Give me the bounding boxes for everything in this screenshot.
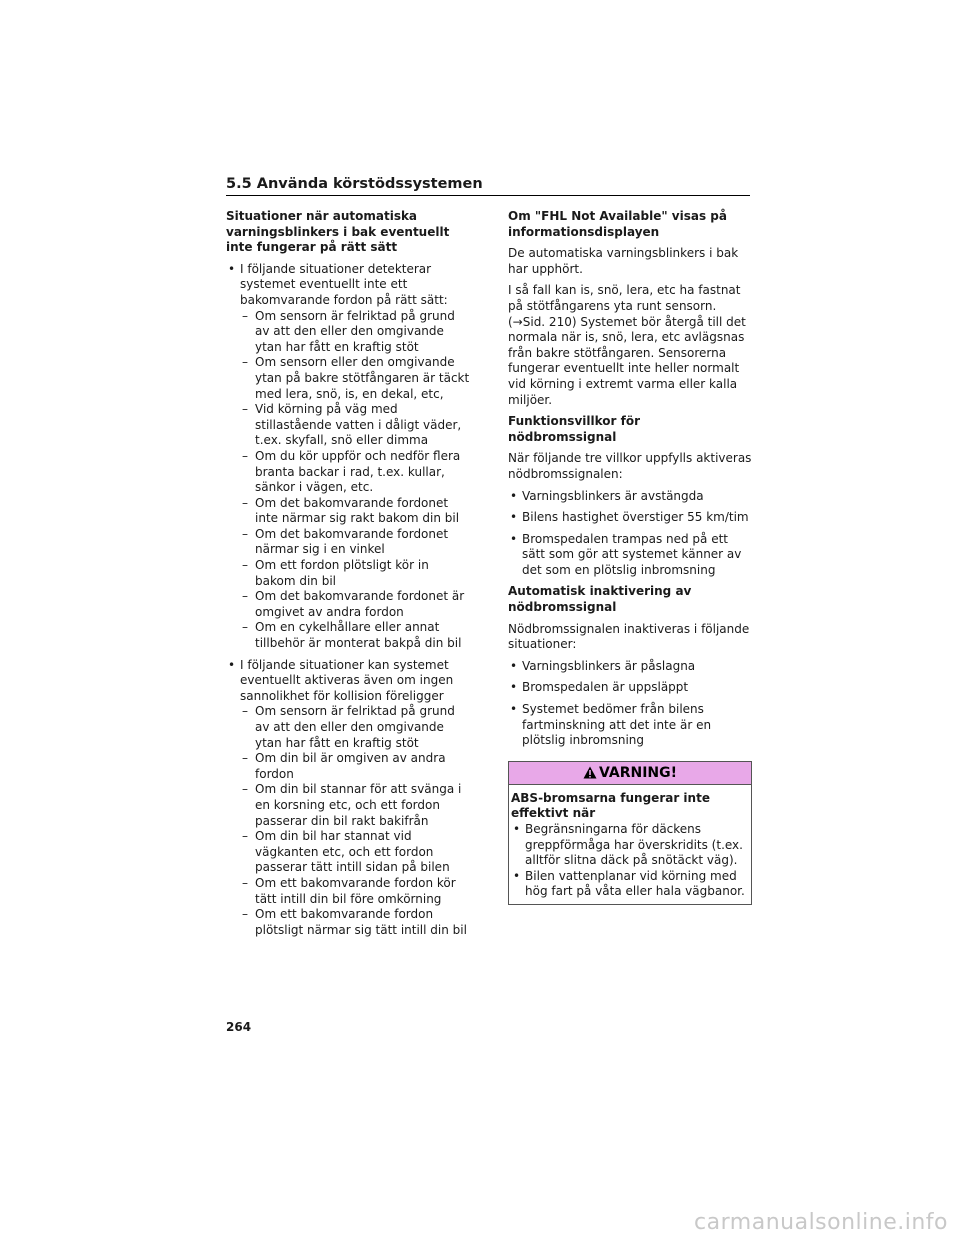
paragraph: När följande tre villkor uppfylls aktiveras nödbromssignalen: <box>508 451 752 481</box>
warning-title: VARNING! <box>598 764 678 781</box>
list-item: – Om ett bakomvarande fordon kör tätt intill din bil före omkörning <box>240 876 470 907</box>
dash-list <box>240 309 470 652</box>
section-title: 5.5 Använda körstödssystemen <box>226 176 750 196</box>
list-item: – Om det bakomvarande fordonet närmar sig i en vinkel <box>240 527 470 558</box>
list-item: • Bilens hastighet överstiger 55 km/tim <box>508 510 752 526</box>
paragraph: Nödbromssignalen inaktiveras i följande situationer: <box>508 621 750 652</box>
list-item: – Om ett fordon plötsligt kör in bakom din bil <box>240 558 470 589</box>
warning-header <box>509 762 751 785</box>
list-item: – Om din bil är omgiven av andra fordon <box>240 751 470 782</box>
auto-deactivation-heading: Automatisk inaktivering av nödbromssignal <box>508 584 692 615</box>
list-item: • Varningsblinkers är avstängda <box>508 489 752 505</box>
list-item: • Begränsningarna för däckens greppförmåga har överskridits (t.ex. alltför slitna däck på snötäckt väg). <box>511 822 749 869</box>
list-item: – Vid körning på väg med stillastående vatten i dåligt väder, t.ex. skyfall, snö eller dimma <box>240 402 470 449</box>
fhl-heading: Om "FHL Not Available" visas på informationsdisplayen <box>508 209 727 239</box>
paragraph: I så fall kan is, snö, lera, etc ha fastnat på stötfångarens yta runt sensorn. (→Sid. 210) Systemet bör återgå till det normala när is, snö, lera, etc avlägsnas från bakre stötfångaren. Sensorerna fungerar eventuellt inte heller normalt vid körning i extremt varma eller kalla miljöer. <box>508 283 746 407</box>
bullet-text: I följande situationer kan systemet eventuellt aktiveras även om ingen sannolikhet för kollision föreligger <box>240 657 454 703</box>
list-item: – Om sensorn är felriktad på grund av att den eller den omgivande ytan har fått en kraftig stöt <box>240 309 470 356</box>
dash-list <box>240 704 470 938</box>
list-item: • Systemet bedömer från bilens fartminskning att det inte är en plötslig inbromsning <box>508 702 752 749</box>
deactivation-list <box>508 659 752 749</box>
list-item: – Om det bakomvarande fordonet är omgivet av andra fordon <box>240 589 470 620</box>
conditions-list <box>508 489 752 579</box>
list-item: – Om din bil stannar för att svänga i en korsning etc, och ett fordon passerar din bil rakt bakifrån <box>240 782 470 829</box>
rear-hazard-limitations-heading: Situationer när automatiska varningsblinkers i bak eventuellt inte fungerar på rätt sätt <box>226 209 450 255</box>
warning-body <box>509 785 751 904</box>
list-item: – Om ett bakomvarande fordon plötsligt närmar sig tätt intill din bil <box>240 907 470 938</box>
list-item: – Om det bakomvarande fordonet inte närmar sig rakt bakom din bil <box>240 496 470 527</box>
warning-triangle-icon <box>583 766 597 779</box>
right-column <box>508 209 752 905</box>
list-item: – Om sensorn eller den omgivande ytan på bakre stötfångaren är täckt med lera, snö, is, en dekal, etc, <box>240 355 470 402</box>
list-item: – Om sensorn är felriktad på grund av att den eller den omgivande ytan har fått en kraftig stöt <box>240 704 470 751</box>
function-conditions-heading: Funktionsvillkor för nödbromssignal <box>508 414 640 444</box>
list-item: – Om din bil har stannat vid vägkanten etc, och ett fordon passerar tätt intill sidan på bilen <box>240 829 470 876</box>
watermark: carmanualsonline.info <box>694 1210 948 1235</box>
left-column <box>226 209 470 944</box>
list-item <box>226 262 470 652</box>
list-item: • Bromspedalen trampas ned på ett sätt som gör att systemet känner av det som en plötslig inbromsning <box>508 532 752 579</box>
bullet-text: I följande situationer detekterar systemet eventuellt inte ett bakomvarande fordon på rätt sätt: <box>240 261 448 307</box>
list-item: – Om en cykelhållare eller annat tillbehör är monterat bakpå din bil <box>240 620 470 651</box>
list-item: – Om du kör uppför och nedför flera branta backar i rad, t.ex. kullar, sänkor i vägen, etc. <box>240 449 470 496</box>
warning-list <box>511 822 749 900</box>
list-item <box>226 658 470 939</box>
list-item: • Bromspedalen är uppsläppt <box>508 680 752 696</box>
warning-box <box>508 761 752 905</box>
page-number: 264 <box>226 1020 252 1034</box>
paragraph: De automatiska varningsblinkers i bak har upphört. <box>508 246 739 276</box>
list-item: • Bilen vattenplanar vid körning med hög fart på våta eller hala vägbanor. <box>511 869 749 900</box>
left-bullet-list <box>226 262 470 939</box>
list-item: • Varningsblinkers är påslagna <box>508 659 752 675</box>
warning-heading: ABS-bromsarna fungerar inte effektivt när <box>511 790 710 821</box>
